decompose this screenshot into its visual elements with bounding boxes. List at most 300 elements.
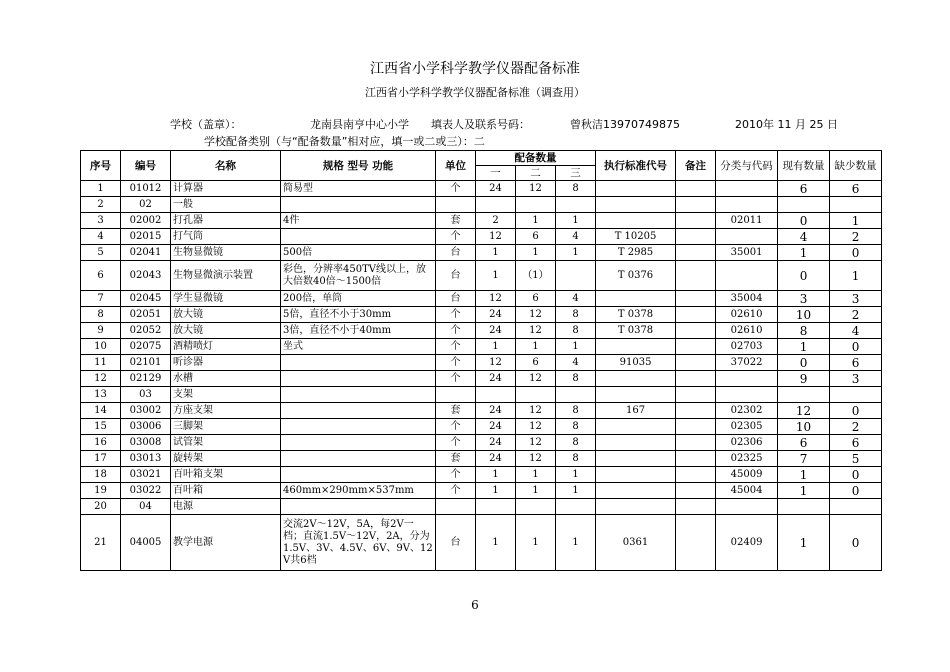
row-qty-2: 1 — [516, 483, 556, 499]
row-seq: 9 — [81, 323, 121, 339]
row-unit: 个 — [436, 339, 476, 355]
row-seq: 12 — [81, 371, 121, 387]
row-code: 02052 — [121, 323, 171, 339]
row-lack: 0 — [830, 467, 882, 483]
row-seq: 2 — [81, 197, 121, 213]
row-code: 02051 — [121, 307, 171, 323]
header-std: 执行标准代号 — [596, 151, 676, 181]
row-unit: 个 — [436, 435, 476, 451]
row-class — [716, 387, 778, 403]
row-qty-1: 12 — [476, 291, 516, 307]
header-qty-1: 一 — [476, 166, 516, 181]
row-qty-1: 1 — [476, 261, 516, 291]
row-class: 02306 — [716, 435, 778, 451]
table-row — [81, 419, 882, 435]
row-note — [676, 483, 716, 499]
header-seq: 序号 — [81, 151, 121, 181]
row-spec — [281, 371, 436, 387]
equipment-table — [80, 150, 882, 571]
row-qty-2: 12 — [516, 451, 556, 467]
row-spec — [281, 499, 436, 515]
row-lack: 4 — [830, 323, 882, 339]
row-qty-1: 24 — [476, 371, 516, 387]
row-qty-3 — [556, 499, 596, 515]
row-note — [676, 419, 716, 435]
header-qty: 配备数量 — [476, 151, 596, 166]
row-std: T 10205 — [596, 229, 676, 245]
row-qty-3: 8 — [556, 451, 596, 467]
row-qty-2: 6 — [516, 291, 556, 307]
row-seq: 11 — [81, 355, 121, 371]
row-lack: 1 — [830, 261, 882, 291]
row-name: 计算器 — [171, 181, 281, 197]
row-note — [676, 307, 716, 323]
row-class: 35004 — [716, 291, 778, 307]
row-unit: 台 — [436, 291, 476, 307]
row-unit: 个 — [436, 181, 476, 197]
row-have: 1 — [778, 339, 830, 355]
row-class: 02305 — [716, 419, 778, 435]
row-have: 1 — [778, 483, 830, 499]
row-class: 02610 — [716, 307, 778, 323]
row-lack: 0 — [830, 403, 882, 419]
row-have — [778, 387, 830, 403]
row-std — [596, 291, 676, 307]
school-name: 龙南县南亨中心小学 — [310, 118, 409, 131]
row-qty-1 — [476, 197, 516, 213]
row-name: 学生显微镜 — [171, 291, 281, 307]
header-code: 编号 — [121, 151, 171, 181]
row-qty-3: 4 — [556, 291, 596, 307]
row-seq: 4 — [81, 229, 121, 245]
row-class: 37022 — [716, 355, 778, 371]
row-std: 0361 — [596, 515, 676, 571]
row-class — [716, 371, 778, 387]
row-have: 9 — [778, 371, 830, 387]
row-spec: 200倍，单筒 — [281, 291, 436, 307]
row-qty-3: 1 — [556, 339, 596, 355]
row-qty-1: 24 — [476, 181, 516, 197]
row-spec: 460mm×290mm×537mm — [281, 483, 436, 499]
row-std: T 0378 — [596, 307, 676, 323]
row-spec — [281, 387, 436, 403]
row-class: 02409 — [716, 515, 778, 571]
row-code: 02002 — [121, 213, 171, 229]
row-note — [676, 435, 716, 451]
row-std: T 2985 — [596, 245, 676, 261]
row-class: 45004 — [716, 483, 778, 499]
row-unit: 套 — [436, 213, 476, 229]
row-code: 03006 — [121, 419, 171, 435]
row-note — [676, 387, 716, 403]
row-name: 教学电源 — [171, 515, 281, 571]
table-row — [81, 323, 882, 339]
row-lack: 5 — [830, 451, 882, 467]
header-spec: 规格 型号 功能 — [281, 151, 436, 181]
row-std: 167 — [596, 403, 676, 419]
row-qty-2: 12 — [516, 323, 556, 339]
row-code: 04005 — [121, 515, 171, 571]
row-lack: 0 — [830, 245, 882, 261]
row-qty-3 — [556, 197, 596, 213]
row-qty-2: 1 — [516, 213, 556, 229]
row-std: 91035 — [596, 355, 676, 371]
row-qty-1: 24 — [476, 451, 516, 467]
row-spec: 彩色，分辨率450TV线以上，放大倍数40倍～1500倍 — [281, 261, 436, 291]
row-name: 打气筒 — [171, 229, 281, 245]
row-std — [596, 181, 676, 197]
row-name: 酒精喷灯 — [171, 339, 281, 355]
row-code: 02129 — [121, 371, 171, 387]
row-seq: 18 — [81, 467, 121, 483]
row-seq: 10 — [81, 339, 121, 355]
row-qty-3: 8 — [556, 435, 596, 451]
row-spec — [281, 467, 436, 483]
row-name: 生物显微镜 — [171, 245, 281, 261]
row-note — [676, 499, 716, 515]
row-unit: 台 — [436, 515, 476, 571]
table-row — [81, 435, 882, 451]
row-have: 4 — [778, 229, 830, 245]
row-unit: 个 — [436, 483, 476, 499]
row-name: 方座支架 — [171, 403, 281, 419]
row-unit: 套 — [436, 451, 476, 467]
row-qty-3 — [556, 261, 596, 291]
row-qty-2: 12 — [516, 435, 556, 451]
table-row — [81, 197, 882, 213]
row-lack: 2 — [830, 419, 882, 435]
row-code: 01012 — [121, 181, 171, 197]
row-qty-2: 1 — [516, 467, 556, 483]
header-qty-2: 二 — [516, 166, 556, 181]
row-seq: 20 — [81, 499, 121, 515]
row-std: T 0376 — [596, 261, 676, 291]
row-qty-2: 12 — [516, 307, 556, 323]
row-name: 水槽 — [171, 371, 281, 387]
header-unit: 单位 — [436, 151, 476, 181]
row-code: 02043 — [121, 261, 171, 291]
row-have: 6 — [778, 181, 830, 197]
table-row — [81, 181, 882, 197]
header-lack: 缺少数量 — [830, 151, 882, 181]
table-row — [81, 291, 882, 307]
row-lack: 3 — [830, 371, 882, 387]
row-unit: 台 — [436, 245, 476, 261]
row-note — [676, 245, 716, 261]
row-std — [596, 339, 676, 355]
row-note — [676, 291, 716, 307]
row-unit: 个 — [436, 307, 476, 323]
row-name: 放大镜 — [171, 323, 281, 339]
row-lack — [830, 387, 882, 403]
table-row — [81, 339, 882, 355]
row-unit: 个 — [436, 467, 476, 483]
table-row — [81, 213, 882, 229]
row-qty-3: 8 — [556, 419, 596, 435]
table-body — [81, 181, 882, 571]
row-note — [676, 323, 716, 339]
table-row — [81, 499, 882, 515]
row-qty-3: 8 — [556, 307, 596, 323]
header-qty-3: 三 — [556, 166, 596, 181]
row-have: 12 — [778, 403, 830, 419]
row-spec: 500倍 — [281, 245, 436, 261]
row-qty-3: 8 — [556, 181, 596, 197]
row-qty-1: 1 — [476, 467, 516, 483]
row-code: 03013 — [121, 451, 171, 467]
row-class — [716, 229, 778, 245]
row-have — [778, 499, 830, 515]
row-unit: 个 — [436, 371, 476, 387]
row-lack: 6 — [830, 435, 882, 451]
row-qty-1: 1 — [476, 515, 516, 571]
row-class — [716, 197, 778, 213]
row-lack: 0 — [830, 483, 882, 499]
row-note — [676, 515, 716, 571]
row-spec — [281, 451, 436, 467]
row-std — [596, 451, 676, 467]
row-spec — [281, 419, 436, 435]
row-qty-2: （1） — [516, 261, 556, 291]
table-row — [81, 483, 882, 499]
row-qty-1: 24 — [476, 323, 516, 339]
row-seq: 6 — [81, 261, 121, 291]
category-line: 学校配备类别（与“配备数量”相对应，填一或二或三）：二 — [204, 135, 485, 148]
row-qty-3: 8 — [556, 403, 596, 419]
row-unit: 套 — [436, 403, 476, 419]
row-have: 0 — [778, 355, 830, 371]
row-name: 放大镜 — [171, 307, 281, 323]
row-qty-3: 1 — [556, 467, 596, 483]
row-note — [676, 197, 716, 213]
row-name: 旋转架 — [171, 451, 281, 467]
row-seq: 1 — [81, 181, 121, 197]
row-spec: 3倍，直径不小于40mm — [281, 323, 436, 339]
row-qty-2: 1 — [516, 245, 556, 261]
row-name: 一般 — [171, 197, 281, 213]
header-name: 名称 — [171, 151, 281, 181]
row-qty-2 — [516, 499, 556, 515]
table-row — [81, 387, 882, 403]
table-row — [81, 229, 882, 245]
row-note — [676, 213, 716, 229]
row-class: 02703 — [716, 339, 778, 355]
row-class: 45009 — [716, 467, 778, 483]
row-qty-2: 12 — [516, 181, 556, 197]
row-class: 02302 — [716, 403, 778, 419]
row-spec: 交流2V～12V，5A，每2V一档；直流1.5V～12V，2A，分为1.5V、3V、4.5V、6V、9V、12V共6档 — [281, 515, 436, 571]
row-qty-2: 12 — [516, 403, 556, 419]
row-qty-1 — [476, 499, 516, 515]
row-have: 1 — [778, 467, 830, 483]
row-code: 03 — [121, 387, 171, 403]
row-unit: 个 — [436, 323, 476, 339]
row-seq: 17 — [81, 451, 121, 467]
row-seq: 13 — [81, 387, 121, 403]
document-subtitle: 江西省小学科学教学仪器配备标准（调查用） — [365, 86, 585, 99]
row-note — [676, 451, 716, 467]
row-qty-2: 1 — [516, 515, 556, 571]
report-date: 2010年 11 月 25 日 — [735, 118, 838, 131]
row-seq: 19 — [81, 483, 121, 499]
row-spec — [281, 355, 436, 371]
row-spec: 5倍，直径不小于30mm — [281, 307, 436, 323]
row-seq: 5 — [81, 245, 121, 261]
row-unit: 个 — [436, 419, 476, 435]
row-qty-3: 1 — [556, 245, 596, 261]
row-spec — [281, 197, 436, 213]
row-qty-3: 1 — [556, 483, 596, 499]
row-class: 02610 — [716, 323, 778, 339]
row-qty-3: 8 — [556, 371, 596, 387]
row-note — [676, 261, 716, 291]
row-std — [596, 371, 676, 387]
filler-label: 填表人及联系号码： — [431, 118, 530, 131]
row-spec — [281, 403, 436, 419]
table-row — [81, 261, 882, 291]
row-code: 02015 — [121, 229, 171, 245]
header-have: 现有数量 — [778, 151, 830, 181]
row-code: 02041 — [121, 245, 171, 261]
row-qty-1: 24 — [476, 307, 516, 323]
row-qty-3: 4 — [556, 355, 596, 371]
table-row — [81, 355, 882, 371]
row-seq: 8 — [81, 307, 121, 323]
row-code: 03002 — [121, 403, 171, 419]
row-lack: 6 — [830, 181, 882, 197]
row-qty-1: 24 — [476, 435, 516, 451]
filler-value: 曾秋洁13970749875 — [570, 118, 680, 131]
row-std — [596, 467, 676, 483]
row-class: 02325 — [716, 451, 778, 467]
row-lack: 6 — [830, 355, 882, 371]
row-code: 03008 — [121, 435, 171, 451]
row-qty-1: 1 — [476, 245, 516, 261]
row-have: 3 — [778, 291, 830, 307]
row-qty-1: 12 — [476, 229, 516, 245]
row-code: 02075 — [121, 339, 171, 355]
row-have: 0 — [778, 261, 830, 291]
header-note: 备注 — [676, 151, 716, 181]
row-qty-2 — [516, 387, 556, 403]
table-row — [81, 245, 882, 261]
table-row — [81, 451, 882, 467]
row-note — [676, 371, 716, 387]
row-qty-3: 4 — [556, 229, 596, 245]
row-seq: 21 — [81, 515, 121, 571]
table-row — [81, 515, 882, 571]
page-number: 6 — [471, 598, 479, 612]
row-spec: 4件 — [281, 213, 436, 229]
row-std: T 0378 — [596, 323, 676, 339]
row-qty-3: 8 — [556, 323, 596, 339]
row-qty-1 — [476, 387, 516, 403]
row-lack: 0 — [830, 339, 882, 355]
row-spec — [281, 435, 436, 451]
row-code: 03022 — [121, 483, 171, 499]
row-have — [778, 197, 830, 213]
table-row — [81, 403, 882, 419]
row-have: 6 — [778, 435, 830, 451]
row-qty-2: 6 — [516, 229, 556, 245]
row-qty-1: 2 — [476, 213, 516, 229]
row-code: 02 — [121, 197, 171, 213]
row-class — [716, 499, 778, 515]
table-row — [81, 371, 882, 387]
row-code: 02045 — [121, 291, 171, 307]
row-qty-1: 24 — [476, 403, 516, 419]
row-std — [596, 435, 676, 451]
row-unit — [436, 387, 476, 403]
row-name: 听诊器 — [171, 355, 281, 371]
row-qty-1: 1 — [476, 483, 516, 499]
row-std — [596, 483, 676, 499]
row-qty-2: 12 — [516, 419, 556, 435]
row-qty-2: 6 — [516, 355, 556, 371]
row-name: 三脚架 — [171, 419, 281, 435]
row-note — [676, 355, 716, 371]
row-std — [596, 419, 676, 435]
row-spec: 坐式 — [281, 339, 436, 355]
row-unit — [436, 197, 476, 213]
row-unit: 台 — [436, 261, 476, 291]
row-lack — [830, 499, 882, 515]
row-class: 02011 — [716, 213, 778, 229]
row-lack: 0 — [830, 515, 882, 571]
row-qty-1: 1 — [476, 339, 516, 355]
row-lack — [830, 197, 882, 213]
row-qty-2: 1 — [516, 339, 556, 355]
row-lack: 2 — [830, 229, 882, 245]
row-lack: 3 — [830, 291, 882, 307]
row-seq: 3 — [81, 213, 121, 229]
row-name: 电源 — [171, 499, 281, 515]
row-lack: 2 — [830, 307, 882, 323]
row-spec — [281, 229, 436, 245]
row-unit: 个 — [436, 229, 476, 245]
row-note — [676, 181, 716, 197]
row-have: 1 — [778, 245, 830, 261]
header-class: 分类与代码 — [716, 151, 778, 181]
row-have: 7 — [778, 451, 830, 467]
row-std — [596, 213, 676, 229]
row-have: 8 — [778, 323, 830, 339]
row-have: 0 — [778, 213, 830, 229]
row-qty-3 — [556, 387, 596, 403]
row-have: 10 — [778, 419, 830, 435]
row-seq: 16 — [81, 435, 121, 451]
row-seq: 14 — [81, 403, 121, 419]
row-seq: 7 — [81, 291, 121, 307]
row-class — [716, 181, 778, 197]
row-unit — [436, 499, 476, 515]
row-have: 1 — [778, 515, 830, 571]
row-code: 04 — [121, 499, 171, 515]
row-lack: 1 — [830, 213, 882, 229]
row-qty-3: 1 — [556, 515, 596, 571]
row-code: 02101 — [121, 355, 171, 371]
table-row — [81, 307, 882, 323]
school-label: 学校（盖章）： — [170, 118, 242, 131]
row-spec: 简易型 — [281, 181, 436, 197]
table-row — [81, 467, 882, 483]
row-qty-2 — [516, 197, 556, 213]
row-qty-1: 24 — [476, 419, 516, 435]
row-name: 百叶箱支架 — [171, 467, 281, 483]
row-name: 试管架 — [171, 435, 281, 451]
document-title: 江西省小学科学教学仪器配备标准 — [370, 61, 580, 77]
row-seq: 15 — [81, 419, 121, 435]
